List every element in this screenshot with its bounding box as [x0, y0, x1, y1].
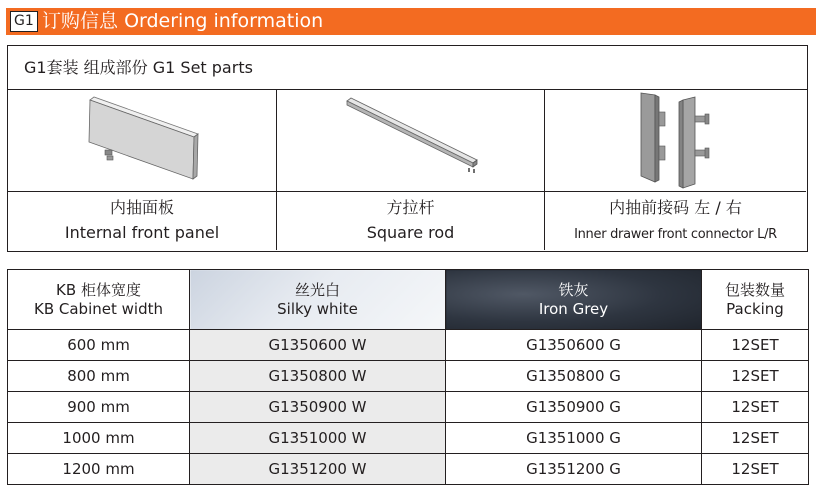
- table-row: [8, 361, 809, 392]
- front-panel-name-en: Internal front panel: [64, 223, 220, 242]
- table-row: [8, 423, 809, 454]
- iron-grey-code-cell: G1350600 G: [446, 330, 702, 361]
- packing-cell: 12SET: [702, 330, 809, 361]
- column-header-en: Iron Grey: [538, 299, 609, 318]
- set-parts-title: G1套装 组成部份 G1 Set parts: [8, 46, 807, 90]
- square-rod-icon: [277, 90, 545, 192]
- table-row: [8, 330, 809, 361]
- cabinet-width-cell: 800 mm: [8, 361, 190, 392]
- silky-white-code-cell: G1350800 W: [190, 361, 446, 392]
- set-part-front-connector: [544, 90, 806, 250]
- set-part-square-rod: [276, 90, 544, 250]
- column-header-silky-white: [190, 270, 446, 330]
- column-header-cn: KB 柜体宽度: [56, 280, 141, 299]
- cabinet-width-cell: 1200 mm: [8, 454, 190, 485]
- column-header-en: Packing: [726, 299, 784, 318]
- silky-white-code-cell: G1350900 W: [190, 392, 446, 423]
- section-header: [6, 8, 816, 35]
- square-rod-image: [277, 90, 544, 192]
- table-header-row: [8, 270, 809, 330]
- packing-cell: 12SET: [702, 361, 809, 392]
- front-connector-icon: [545, 90, 807, 192]
- column-header-en: Silky white: [277, 299, 358, 318]
- front-connector-image: [545, 90, 806, 192]
- column-header-cn: 丝光白: [294, 280, 340, 299]
- front-panel-image: [8, 90, 276, 192]
- section-title: [42, 9, 323, 34]
- cabinet-width-cell: 600 mm: [8, 330, 190, 361]
- column-header-iron-grey: [446, 270, 702, 330]
- front-panel-icon: [8, 90, 276, 192]
- section-title-en: Ordering information: [124, 10, 324, 32]
- iron-grey-code-cell: G1350900 G: [446, 392, 702, 423]
- iron-grey-code-cell: G1351200 G: [446, 454, 702, 485]
- silky-white-code-cell: G1351200 W: [190, 454, 446, 485]
- column-header-cabinet-width: [8, 270, 190, 330]
- square-rod-name-cn: 方拉杆: [386, 198, 435, 217]
- packing-cell: 12SET: [702, 423, 809, 454]
- column-header-en: KB Cabinet width: [34, 299, 163, 318]
- silky-white-code-cell: G1350600 W: [190, 330, 446, 361]
- section-code-badge: G1: [10, 11, 38, 32]
- set-parts-box: [7, 45, 808, 252]
- set-part-front-panel: [8, 90, 276, 250]
- ordering-table: [7, 269, 809, 485]
- table-row: [8, 454, 809, 485]
- front-panel-name-cn: 内抽面板: [109, 198, 174, 217]
- column-header-cn: 铁灰: [558, 280, 589, 299]
- column-header-packing: [702, 270, 809, 330]
- column-header-cn: 包装数量: [724, 280, 785, 299]
- silky-white-code-cell: G1351000 W: [190, 423, 446, 454]
- front-connector-name-cn: 内抽前接码 左 / 右: [609, 198, 742, 217]
- front-connector-name-en: Inner drawer front connector L/R: [574, 227, 777, 242]
- section-title-cn: 订购信息: [42, 10, 119, 32]
- cabinet-width-cell: 1000 mm: [8, 423, 190, 454]
- packing-cell: 12SET: [702, 392, 809, 423]
- cabinet-width-cell: 900 mm: [8, 392, 190, 423]
- square-rod-name-en: Square rod: [366, 223, 455, 242]
- iron-grey-code-cell: G1351000 G: [446, 423, 702, 454]
- iron-grey-code-cell: G1350800 G: [446, 361, 702, 392]
- packing-cell: 12SET: [702, 454, 809, 485]
- table-row: [8, 392, 809, 423]
